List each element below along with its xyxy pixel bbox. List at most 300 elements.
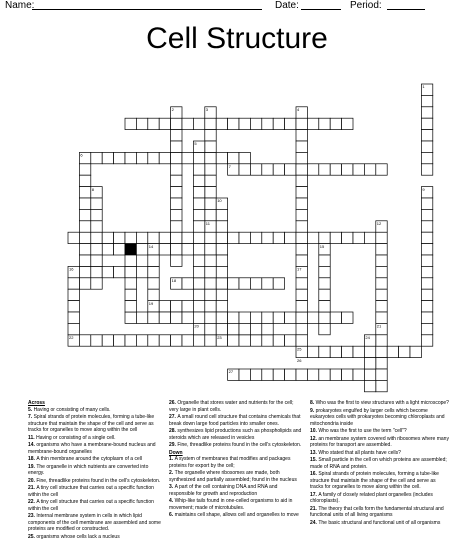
grid-cell[interactable] — [319, 323, 330, 334]
grid-cell[interactable] — [239, 118, 250, 129]
grid-cell[interactable] — [319, 369, 330, 380]
grid-cell[interactable] — [296, 312, 307, 323]
grid-cell[interactable] — [239, 323, 250, 334]
grid-cell[interactable] — [171, 187, 182, 198]
grid-cell[interactable] — [239, 335, 250, 346]
grid-cell[interactable] — [296, 118, 307, 129]
grid-cell[interactable] — [159, 312, 170, 323]
grid-cell[interactable] — [353, 346, 364, 357]
grid-cell[interactable] — [68, 301, 79, 312]
grid-cell[interactable] — [193, 278, 204, 289]
grid-cell[interactable] — [228, 118, 239, 129]
grid-cell[interactable] — [421, 130, 432, 141]
grid-cell[interactable] — [125, 312, 136, 323]
grid-cell[interactable] — [193, 209, 204, 220]
grid-cell[interactable] — [205, 278, 216, 289]
grid-cell[interactable] — [330, 369, 341, 380]
grid-cell[interactable] — [296, 152, 307, 163]
grid-cell[interactable] — [421, 107, 432, 118]
grid-cell[interactable] — [273, 278, 284, 289]
grid-cell[interactable] — [91, 221, 102, 232]
page-title: Cell Structure — [146, 22, 328, 55]
grid-cell[interactable] — [250, 232, 261, 243]
grid-cell[interactable] — [193, 152, 204, 163]
grid-cell[interactable] — [262, 118, 273, 129]
clue — [169, 512, 304, 519]
grid-cell[interactable] — [205, 255, 216, 266]
grid-cell[interactable] — [285, 312, 296, 323]
grid-cell[interactable] — [136, 244, 147, 255]
clue-number-label: 22 — [69, 335, 74, 340]
grid-cell[interactable] — [376, 335, 387, 346]
grid-cell[interactable] — [79, 187, 90, 198]
grid-cell[interactable] — [250, 278, 261, 289]
grid-cell[interactable] — [125, 152, 136, 163]
grid-cell[interactable] — [228, 323, 239, 334]
grid-cell[interactable] — [114, 266, 125, 277]
grid-cell[interactable] — [182, 312, 193, 323]
grid-cell[interactable] — [273, 369, 284, 380]
grid-cell[interactable] — [193, 221, 204, 232]
grid-cell[interactable] — [376, 312, 387, 323]
grid-cell[interactable] — [148, 278, 159, 289]
grid-cell[interactable] — [216, 244, 227, 255]
grid-cell[interactable] — [319, 255, 330, 266]
grid-cell[interactable] — [136, 335, 147, 346]
grid-cell[interactable] — [79, 335, 90, 346]
grid-cell[interactable] — [421, 152, 432, 163]
grid-cell[interactable] — [421, 141, 432, 152]
grid-cell[interactable] — [102, 244, 113, 255]
grid-cell[interactable] — [250, 369, 261, 380]
grid-cell[interactable] — [296, 289, 307, 300]
grid-cell[interactable] — [421, 278, 432, 289]
grid-cell[interactable] — [216, 312, 227, 323]
grid-cell[interactable] — [79, 209, 90, 220]
grid-cell[interactable] — [79, 175, 90, 186]
grid-cell[interactable] — [193, 289, 204, 300]
grid-cell[interactable] — [171, 164, 182, 175]
grid-cell[interactable] — [159, 335, 170, 346]
grid-cell[interactable] — [148, 255, 159, 266]
grid-cell[interactable] — [68, 278, 79, 289]
grid-cell[interactable] — [262, 232, 273, 243]
grid-cell[interactable] — [364, 358, 375, 369]
grid-cell[interactable] — [205, 244, 216, 255]
grid-cell[interactable] — [136, 266, 147, 277]
grid-cell[interactable] — [171, 232, 182, 243]
grid-cell[interactable] — [319, 278, 330, 289]
grid-cell[interactable] — [399, 346, 410, 357]
grid-cell[interactable] — [125, 266, 136, 277]
grid-cell[interactable] — [148, 266, 159, 277]
grid-cell[interactable] — [262, 369, 273, 380]
grid-cell[interactable] — [102, 152, 113, 163]
clue-text: Who was the first to use the term "cell"? — [318, 428, 407, 434]
clue-number: 1. — [169, 456, 175, 462]
grid-cell[interactable] — [125, 255, 136, 266]
grid-cell[interactable] — [307, 346, 318, 357]
grid-cell[interactable] — [91, 198, 102, 209]
grid-cell[interactable] — [296, 369, 307, 380]
grid-cell[interactable] — [216, 323, 227, 334]
grid-cell[interactable] — [205, 289, 216, 300]
grid-cell[interactable] — [205, 175, 216, 186]
grid-cell[interactable] — [193, 335, 204, 346]
grid-cell[interactable] — [319, 232, 330, 243]
grid-cell[interactable] — [262, 323, 273, 334]
grid-cell[interactable] — [159, 232, 170, 243]
grid-cell[interactable] — [273, 164, 284, 175]
grid-cell[interactable] — [91, 278, 102, 289]
grid-cell[interactable] — [296, 164, 307, 175]
grid-cell[interactable] — [182, 232, 193, 243]
grid-cell[interactable] — [216, 118, 227, 129]
grid-cell[interactable] — [205, 152, 216, 163]
grid-cell[interactable] — [319, 118, 330, 129]
grid-cell[interactable] — [114, 152, 125, 163]
grid-cell[interactable] — [125, 301, 136, 312]
grid-cell[interactable] — [376, 346, 387, 357]
grid-cell[interactable] — [376, 278, 387, 289]
grid-cell[interactable] — [273, 335, 284, 346]
grid-cell[interactable] — [319, 301, 330, 312]
grid-cell[interactable] — [205, 312, 216, 323]
grid-cell[interactable] — [193, 312, 204, 323]
grid-cell[interactable] — [319, 346, 330, 357]
grid-cell[interactable] — [421, 335, 432, 346]
grid-cell[interactable] — [421, 255, 432, 266]
grid-cell[interactable] — [330, 118, 341, 129]
grid-cell[interactable] — [182, 244, 193, 255]
grid-cell[interactable] — [68, 232, 79, 243]
grid-cell[interactable] — [410, 346, 421, 357]
grid-cell[interactable] — [421, 301, 432, 312]
grid-cell[interactable] — [342, 312, 353, 323]
grid-cell[interactable] — [125, 289, 136, 300]
grid-cell[interactable] — [239, 369, 250, 380]
grid-cell[interactable] — [319, 266, 330, 277]
grid-cell[interactable] — [421, 266, 432, 277]
grid-cell[interactable] — [171, 312, 182, 323]
grid-cell[interactable] — [376, 380, 387, 391]
grid-cell[interactable] — [342, 346, 353, 357]
grid-cell[interactable] — [182, 118, 193, 129]
grid-cell[interactable] — [79, 244, 90, 255]
grid-cell[interactable] — [296, 141, 307, 152]
grid-cell[interactable] — [79, 266, 90, 277]
grid-cell[interactable] — [79, 221, 90, 232]
grid-cell[interactable] — [136, 312, 147, 323]
grid-cell[interactable] — [353, 232, 364, 243]
grid-cell[interactable] — [239, 152, 250, 163]
grid-cell[interactable] — [421, 312, 432, 323]
grid-cell[interactable] — [296, 278, 307, 289]
grid-cell[interactable] — [421, 118, 432, 129]
grid-cell[interactable] — [285, 164, 296, 175]
grid-cell[interactable] — [296, 323, 307, 334]
grid-cell[interactable] — [421, 323, 432, 334]
grid-cell[interactable] — [193, 175, 204, 186]
grid-cell[interactable] — [228, 278, 239, 289]
grid-cell[interactable] — [205, 118, 216, 129]
grid-cell[interactable] — [205, 301, 216, 312]
clue — [169, 484, 304, 497]
grid-cell[interactable] — [171, 118, 182, 129]
grid-cell[interactable] — [193, 118, 204, 129]
grid-cell[interactable] — [125, 118, 136, 129]
grid-cell[interactable] — [228, 232, 239, 243]
grid-cell[interactable] — [376, 244, 387, 255]
clue — [28, 485, 163, 498]
grid-cell[interactable] — [114, 244, 125, 255]
grid-cell[interactable] — [193, 187, 204, 198]
grid-cell[interactable] — [148, 118, 159, 129]
clue-number-label: 23 — [217, 335, 222, 340]
grid-cell[interactable] — [307, 164, 318, 175]
grid-cell[interactable] — [205, 323, 216, 334]
grid-cell[interactable] — [171, 244, 182, 255]
grid-cell[interactable] — [342, 232, 353, 243]
clue-number-label: 12 — [376, 221, 382, 226]
grid-cell[interactable] — [148, 152, 159, 163]
grid-cell[interactable] — [216, 301, 227, 312]
grid-cell[interactable] — [250, 323, 261, 334]
grid-cell[interactable] — [171, 198, 182, 209]
grid-cell[interactable] — [91, 255, 102, 266]
grid-cell[interactable] — [171, 175, 182, 186]
clue-number: 15. — [310, 457, 319, 463]
grid-cell[interactable] — [262, 312, 273, 323]
grid-cell[interactable] — [182, 301, 193, 312]
grid-cell[interactable] — [376, 266, 387, 277]
grid-cell[interactable] — [79, 198, 90, 209]
grid-cell[interactable] — [296, 221, 307, 232]
grid-cell[interactable] — [216, 209, 227, 220]
grid-cell[interactable] — [307, 232, 318, 243]
grid-cell[interactable] — [171, 335, 182, 346]
grid-cell[interactable] — [285, 335, 296, 346]
grid-cell[interactable] — [102, 266, 113, 277]
grid-cell[interactable] — [216, 266, 227, 277]
grid-cell[interactable] — [91, 152, 102, 163]
grid-cell[interactable] — [148, 289, 159, 300]
grid-cell[interactable] — [148, 312, 159, 323]
clue-text: A family of closely related plant organelles (includes chloroplasts). — [310, 491, 433, 504]
grid-cell[interactable] — [171, 221, 182, 232]
grid-cell[interactable] — [125, 335, 136, 346]
clue-number: 13. — [310, 449, 319, 456]
grid-cell[interactable] — [319, 312, 330, 323]
grid-cell[interactable] — [421, 198, 432, 209]
grid-cell[interactable] — [307, 118, 318, 129]
grid-cell[interactable] — [330, 164, 341, 175]
grid-cell[interactable] — [376, 369, 387, 380]
grid-cell[interactable] — [273, 312, 284, 323]
grid-cell[interactable] — [193, 301, 204, 312]
grid-cell[interactable] — [307, 369, 318, 380]
grid-cell[interactable] — [102, 335, 113, 346]
grid-cell[interactable] — [228, 335, 239, 346]
grid-cell[interactable] — [421, 209, 432, 220]
grid-cell[interactable] — [285, 232, 296, 243]
grid-cell[interactable] — [307, 312, 318, 323]
grid-cell[interactable] — [376, 232, 387, 243]
grid-cell[interactable] — [296, 335, 307, 346]
grid-cell[interactable] — [250, 118, 261, 129]
grid-cell[interactable] — [250, 312, 261, 323]
grid-cell[interactable] — [193, 198, 204, 209]
grid-cell[interactable] — [216, 221, 227, 232]
grid-cell[interactable] — [171, 209, 182, 220]
clue — [310, 506, 450, 519]
grid-cell[interactable] — [376, 289, 387, 300]
grid-cell[interactable] — [136, 152, 147, 163]
grid-cell[interactable] — [228, 152, 239, 163]
grid-cell[interactable] — [421, 221, 432, 232]
grid-cell[interactable] — [353, 164, 364, 175]
grid-cell[interactable] — [79, 255, 90, 266]
grid-cell[interactable] — [136, 232, 147, 243]
grid-cell[interactable] — [239, 312, 250, 323]
grid-cell[interactable] — [364, 380, 375, 391]
grid-cell[interactable] — [296, 232, 307, 243]
grid-cell[interactable] — [330, 312, 341, 323]
grid-cell[interactable] — [216, 278, 227, 289]
grid-cell[interactable] — [250, 335, 261, 346]
grid-cell[interactable] — [205, 187, 216, 198]
grid-cell[interactable] — [125, 278, 136, 289]
grid-cell[interactable] — [319, 164, 330, 175]
grid-cell[interactable] — [159, 118, 170, 129]
grid-cell[interactable] — [353, 369, 364, 380]
grid-cell[interactable] — [148, 335, 159, 346]
grid-cell[interactable] — [68, 323, 79, 334]
grid-cell[interactable] — [376, 255, 387, 266]
grid-cell[interactable] — [376, 358, 387, 369]
grid-cell[interactable] — [91, 232, 102, 243]
grid-cell[interactable] — [68, 289, 79, 300]
grid-cell[interactable] — [421, 95, 432, 106]
grid-cell[interactable] — [330, 346, 341, 357]
grid-cell[interactable] — [262, 335, 273, 346]
grid-cell[interactable] — [182, 335, 193, 346]
grid-cell[interactable] — [216, 255, 227, 266]
grid-cell[interactable] — [364, 164, 375, 175]
grid-cell[interactable] — [171, 130, 182, 141]
grid-cell[interactable] — [421, 289, 432, 300]
grid-cell[interactable] — [376, 301, 387, 312]
grid-cell[interactable] — [273, 118, 284, 129]
grid-cell[interactable] — [114, 335, 125, 346]
grid-cell[interactable] — [364, 232, 375, 243]
grid-cell[interactable] — [376, 164, 387, 175]
grid-cell[interactable] — [239, 278, 250, 289]
grid-cell[interactable] — [216, 152, 227, 163]
grid-cell[interactable] — [91, 244, 102, 255]
grid-cell[interactable] — [205, 209, 216, 220]
grid-cell[interactable] — [114, 232, 125, 243]
grid-cell[interactable] — [296, 198, 307, 209]
grid-cell[interactable] — [387, 346, 398, 357]
grid-cell[interactable] — [125, 232, 136, 243]
grid-cell[interactable] — [421, 244, 432, 255]
grid-cell[interactable] — [193, 232, 204, 243]
grid-cell[interactable] — [296, 209, 307, 220]
grid-cell[interactable] — [193, 255, 204, 266]
grid-cell[interactable] — [273, 232, 284, 243]
grid-cell[interactable] — [193, 164, 204, 175]
grid-cell[interactable] — [205, 335, 216, 346]
grid-cell[interactable] — [102, 232, 113, 243]
grid-cell[interactable] — [193, 244, 204, 255]
grid-cell[interactable] — [239, 164, 250, 175]
clue-text: Small particle in the cell on which proteins are assembled; made of RNA and protein. — [310, 457, 447, 470]
grid-cell[interactable] — [182, 278, 193, 289]
grid-cell[interactable] — [205, 130, 216, 141]
grid-cell[interactable] — [239, 232, 250, 243]
grid-cell[interactable] — [79, 278, 90, 289]
grid-cell[interactable] — [296, 301, 307, 312]
grid-cell[interactable] — [171, 301, 182, 312]
grid-cell[interactable] — [296, 175, 307, 186]
grid-cell[interactable] — [193, 266, 204, 277]
grid-cell[interactable] — [421, 232, 432, 243]
grid-cell[interactable] — [262, 164, 273, 175]
grid-cell[interactable] — [136, 118, 147, 129]
grid-cell[interactable] — [296, 255, 307, 266]
grid-cell[interactable] — [421, 164, 432, 175]
grid-cell[interactable] — [296, 130, 307, 141]
grid-cell[interactable] — [68, 312, 79, 323]
grid-cell[interactable] — [364, 346, 375, 357]
grid-cell[interactable] — [91, 266, 102, 277]
grid-cell[interactable] — [296, 187, 307, 198]
grid-cell[interactable] — [205, 141, 216, 152]
grid-cell[interactable] — [205, 164, 216, 175]
grid-cell[interactable] — [205, 198, 216, 209]
grid-cell[interactable] — [159, 152, 170, 163]
grid-cell[interactable] — [79, 164, 90, 175]
grid-cell[interactable] — [205, 266, 216, 277]
grid-cell[interactable] — [216, 232, 227, 243]
grid-cell[interactable] — [342, 369, 353, 380]
grid-cell[interactable] — [159, 244, 170, 255]
grid-cell[interactable] — [91, 335, 102, 346]
grid-cell[interactable] — [171, 255, 182, 266]
grid-cell[interactable] — [364, 369, 375, 380]
grid-cell[interactable] — [148, 232, 159, 243]
grid-cell[interactable] — [171, 152, 182, 163]
grid-cell[interactable] — [296, 244, 307, 255]
grid-cell[interactable] — [216, 289, 227, 300]
grid-cell[interactable] — [205, 232, 216, 243]
grid-cell[interactable] — [330, 232, 341, 243]
grid-cell[interactable] — [342, 164, 353, 175]
grid-cell[interactable] — [319, 289, 330, 300]
grid-cell[interactable] — [228, 312, 239, 323]
grid-cell[interactable] — [171, 141, 182, 152]
grid-cell[interactable] — [159, 301, 170, 312]
grid-cell[interactable] — [342, 118, 353, 129]
grid-cell[interactable] — [91, 209, 102, 220]
grid-cell[interactable] — [79, 232, 90, 243]
grid-cell[interactable] — [285, 118, 296, 129]
grid-cell[interactable] — [182, 152, 193, 163]
grid-cell[interactable] — [262, 278, 273, 289]
grid-cell[interactable] — [285, 369, 296, 380]
grid-cell[interactable] — [250, 164, 261, 175]
